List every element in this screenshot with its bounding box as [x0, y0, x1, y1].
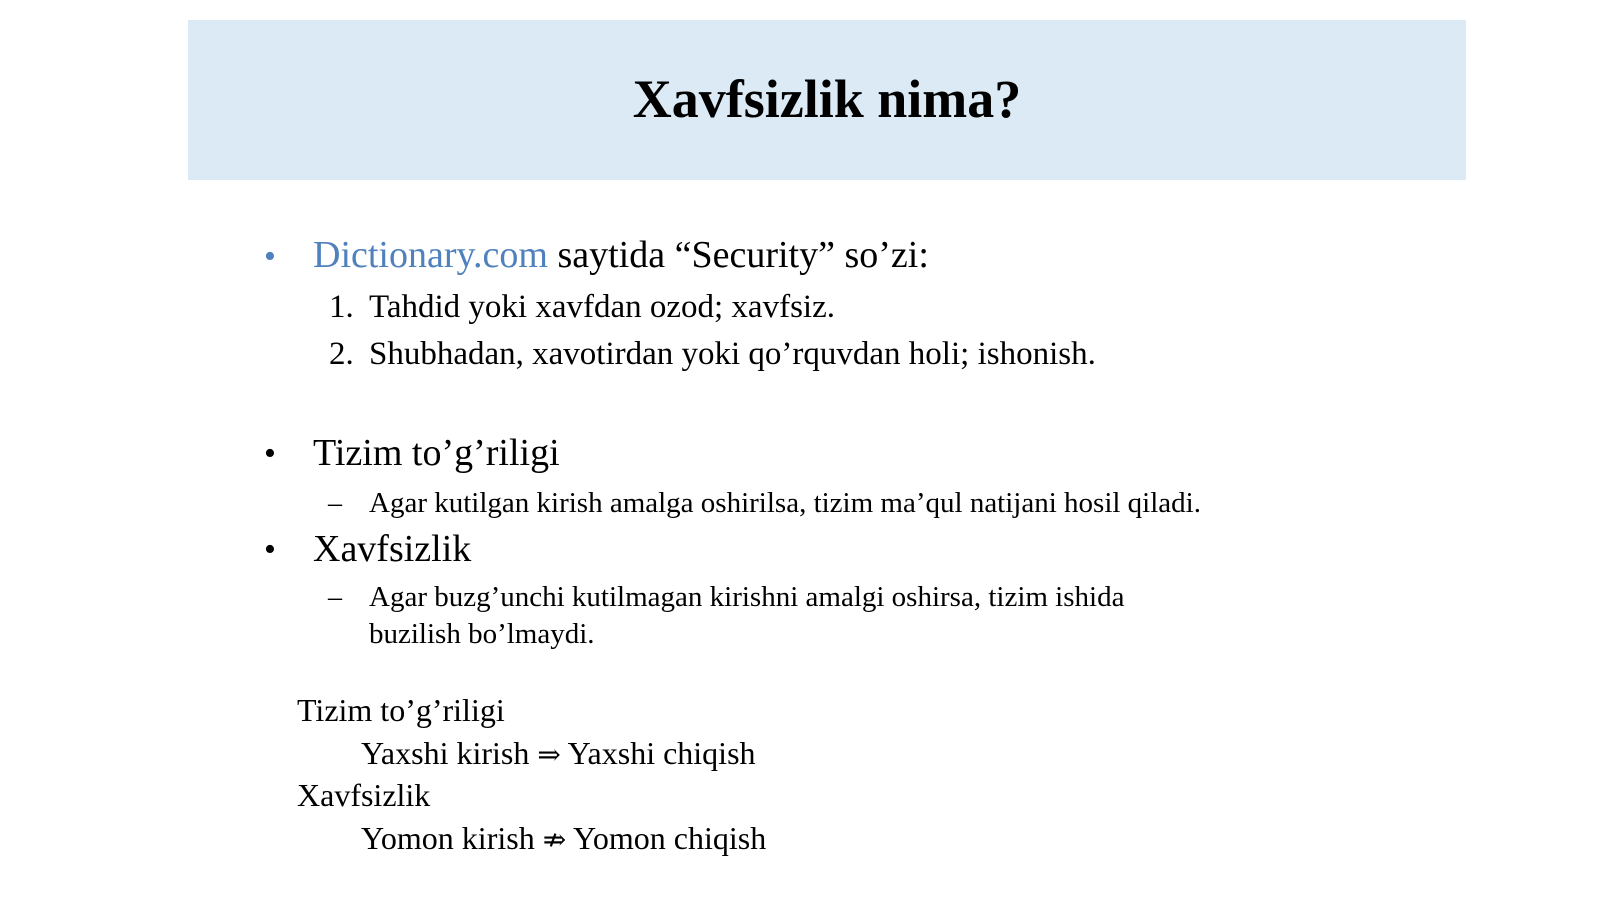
correctness-output: Yaxshi chiqish: [567, 735, 756, 771]
summary-correctness-rule: [361, 737, 756, 769]
dash-marker: –: [328, 582, 342, 613]
bullet-label-correctness: Tizim to’g’riligi: [313, 432, 560, 474]
not-implies-arrow-icon: ⇏: [542, 823, 567, 856]
implies-arrow-icon: ⇒: [537, 738, 561, 771]
summary-security-label: Xavfsizlik: [297, 777, 431, 813]
bullet-marker: •: [264, 435, 276, 472]
definition-number: 1.: [329, 289, 354, 325]
sub-item-security-line1: Agar buzg’unchi kutilmagan kirishni amalgi oshirsa, tizim ishida: [369, 581, 1125, 613]
security-output: Yomon chiqish: [572, 820, 767, 856]
summary-security-rule: [361, 822, 766, 854]
definition-text: Tahdid yoki xavfdan ozod; xavfsiz.: [369, 289, 835, 325]
sub-item-security-line2: buzilish bo’lmaydi.: [369, 618, 595, 650]
sub-item-correctness: Agar kutilgan kirish amalga oshirilsa, tizim ma’qul natijani hosil qiladi.: [369, 487, 1201, 519]
security-input: Yomon kirish: [361, 820, 535, 856]
correctness-input: Yaxshi kirish: [361, 735, 530, 771]
bullet-dictionary-marker: •: [264, 238, 276, 275]
dictionary-rest-text: saytida “Security” so’zi:: [547, 234, 929, 276]
dictionary-line: [313, 236, 929, 274]
definition-text: Shubhadan, xavotirdan yoki qo’rquvdan holi; ishonish.: [369, 336, 1096, 372]
bullet-label-security: Xavfsizlik: [313, 528, 472, 570]
slide-title: Xavfsizlik nima?: [632, 69, 1022, 129]
dash-marker: –: [328, 488, 342, 519]
title-band: [188, 20, 1466, 180]
summary-correctness-label: Tizim to’g’riligi: [297, 692, 505, 728]
definition-number: 2.: [329, 336, 354, 372]
dictionary-link[interactable]: Dictionary.com: [313, 234, 548, 276]
bullet-marker: •: [264, 531, 276, 568]
